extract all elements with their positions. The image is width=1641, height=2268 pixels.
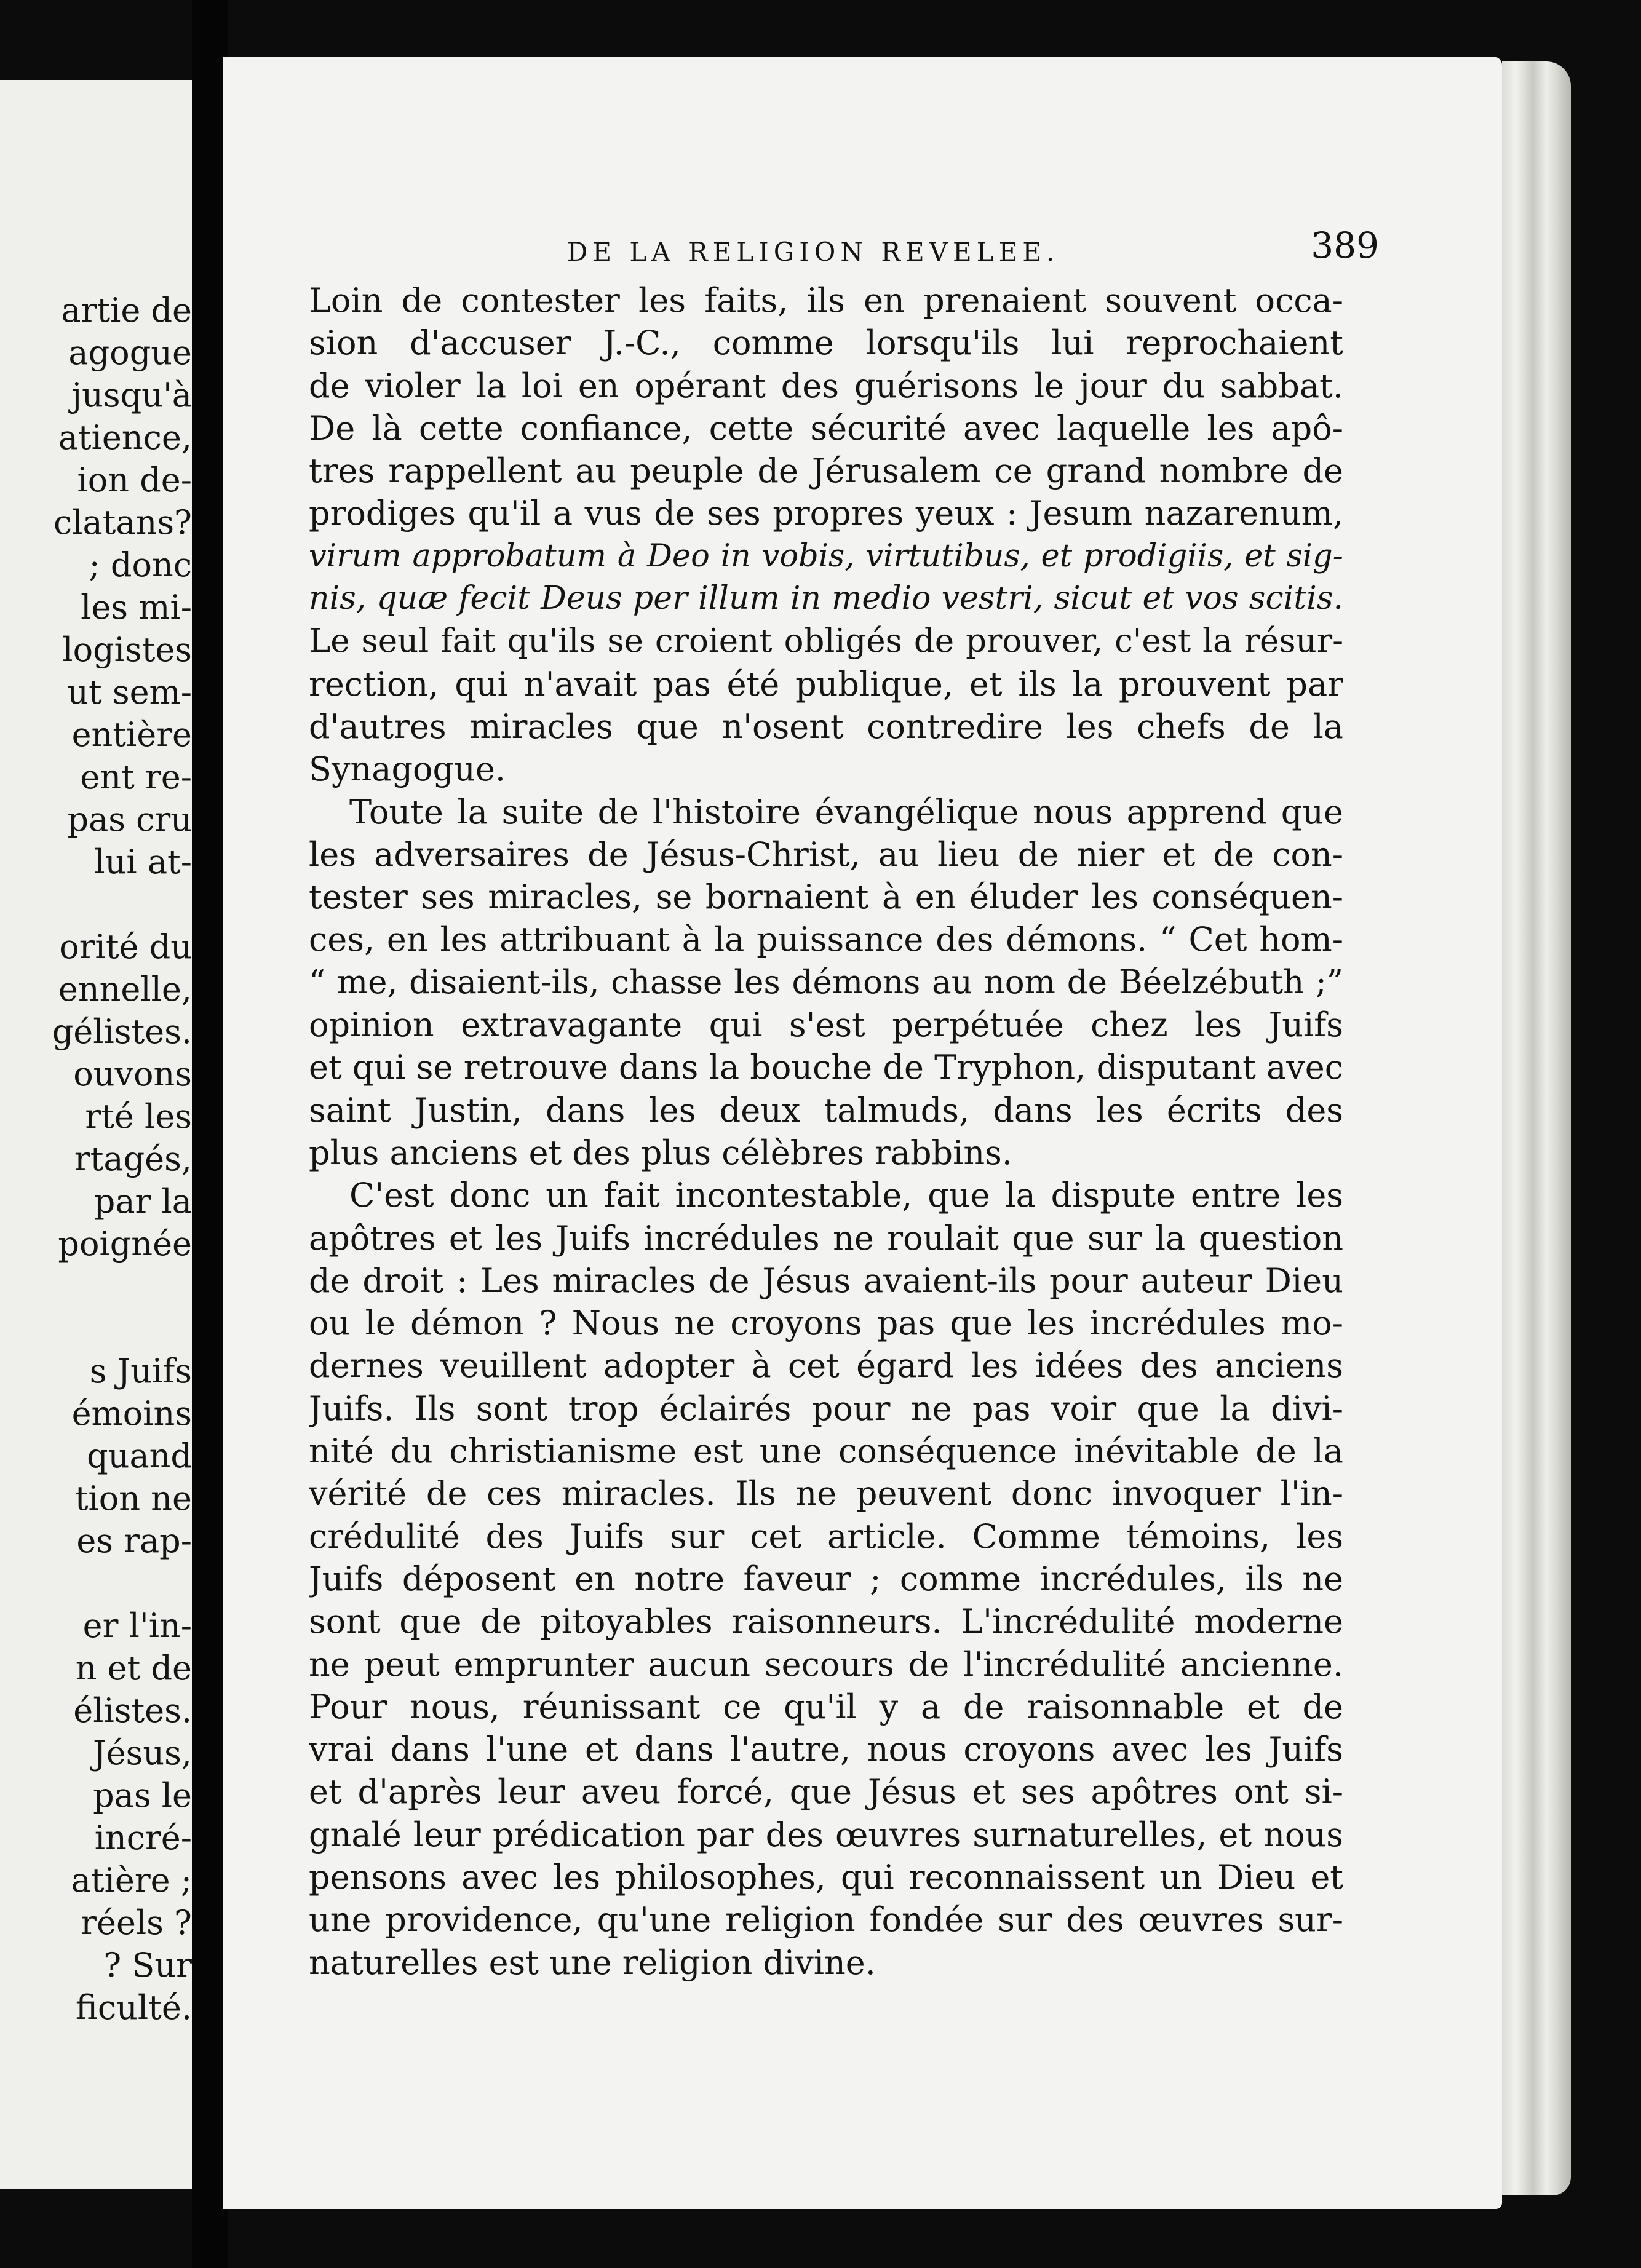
left-text-line: incré-	[94, 1818, 192, 1857]
left-text-line: rtagés,	[74, 1140, 192, 1178]
left-text-line: atience,	[58, 418, 192, 457]
text-line: ces, en les attribuant à la puissance des démons. “ Cet hom-	[309, 920, 1343, 959]
text-line: vrai dans l'une et dans l'autre, nous croyons avec les Juifs	[309, 1730, 1343, 1769]
page-number: 389	[1311, 224, 1379, 266]
left-text-line: gélistes.	[52, 1012, 192, 1051]
left-text-line: ouvons	[73, 1055, 192, 1093]
left-text-line: er l'in-	[82, 1606, 192, 1645]
left-text-line: rté les	[85, 1097, 192, 1136]
text-line: naturelles est une religion divine.	[309, 1943, 876, 1982]
left-text-line: atière ;	[71, 1861, 192, 1900]
text-line: crédulité des Juifs sur cet article. Comme témoins, les	[309, 1517, 1343, 1556]
left-text-line: réels ?	[81, 1903, 192, 1942]
text-line: C'est donc un fait incontestable, que la dispute entre les	[349, 1176, 1343, 1215]
text-line: et qui se retrouve dans la bouche de Tryphon, disputant avec	[309, 1048, 1343, 1087]
left-text-line: ennelle,	[58, 970, 192, 1009]
page-edges	[1502, 61, 1571, 2195]
left-text-line: agogue	[68, 333, 192, 372]
left-text-line: Jésus,	[93, 1734, 192, 1772]
text-line: ne peut emprunter aucun secours de l'incrédulité ancienne.	[309, 1644, 1343, 1684]
text-line: saint Justin, dans les deux talmuds, dans les écrits des	[309, 1090, 1343, 1130]
left-text-line: élistes.	[73, 1691, 192, 1730]
text-line: prodiges qu'il a vus de ses propres yeux : Jesum nazarenum,	[309, 494, 1343, 533]
left-text-line	[7, 883, 192, 926]
left-text-line: par la	[93, 1182, 192, 1221]
text-line: vérité de ces miracles. Ils ne peuvent donc invoquer l'in-	[309, 1474, 1343, 1513]
text-line: Loin de contester les faits, ils en prenaient souvent occa-	[309, 281, 1343, 320]
text-line: Juifs déposent en notre faveur ; comme incrédules, ils ne	[309, 1559, 1343, 1598]
left-page-text	[7, 289, 192, 2029]
running-head: DE LA RELIGION REVELEE.	[566, 237, 1060, 267]
left-text-line: ; donc	[89, 545, 192, 584]
text-line: tres rappellent au peuple de Jérusalem ce grand nombre de	[309, 451, 1343, 491]
text-line: virum approbatum à Deo in vobis, virtutibus, et prodigiis, et sig-	[309, 537, 1343, 574]
text-line: sont que de pitoyables raisonneurs. L'incrédulité moderne	[309, 1602, 1343, 1641]
text-line: d'autres miracles que n'osent contredire les chefs de la	[309, 707, 1343, 746]
left-text-line: s Juifs	[89, 1352, 192, 1390]
text-line: une providence, qu'une religion fondée sur des œuvres sur-	[309, 1900, 1343, 1940]
left-text-line: n et de	[75, 1649, 192, 1687]
text-line: rection, qui n'avait pas été publique, et ils la prouvent par	[309, 664, 1343, 704]
text-line: dernes veuillent adopter à cet égard les idées des anciens	[309, 1346, 1343, 1386]
text-line: ou le démon ? Nous ne croyons pas que les incrédules mo-	[309, 1304, 1343, 1343]
left-text-line: artie de	[61, 291, 192, 330]
left-text-line: clatans?	[53, 503, 192, 542]
left-text-line: tion ne	[74, 1479, 192, 1518]
text-line: nis, quæ fecit Deus per illum in medio vestri, sicut et vos scitis.	[309, 580, 1343, 617]
left-text-line: entière	[71, 715, 192, 754]
left-text-line: poignée	[58, 1224, 192, 1263]
left-text-line: émoins	[71, 1394, 192, 1433]
text-line: de droit : Les miracles de Jésus avaient-ils pour auteur Dieu	[309, 1261, 1343, 1300]
text-line: Juifs. Ils sont trop éclairés pour ne pas voir que la divi-	[309, 1389, 1343, 1428]
left-text-line: ent re-	[80, 758, 192, 796]
left-text-line: lui at-	[94, 843, 192, 881]
text-line: De là cette confiance, cette sécurité avec laquelle les apô-	[309, 408, 1343, 448]
left-text-line	[7, 1265, 192, 1307]
text-line: sion d'accuser J.-C., comme lorsqu'ils lui reprochaient	[309, 323, 1343, 363]
text-line: plus anciens et des plus célèbres rabbins.	[309, 1133, 1013, 1172]
left-text-line	[7, 1562, 192, 1604]
text-line: de violer la loi en opérant des guérisons le jour du sabbat.	[309, 366, 1343, 405]
text-line: tester ses miracles, se bornaient à en éluder les conséquen-	[309, 878, 1343, 917]
text-line: nité du christianisme est une conséquence inévitable de la	[309, 1432, 1343, 1471]
text-line: opinion extravagante qui s'est perpétuée chez les Juifs	[309, 1005, 1343, 1045]
left-text-line: pas cru	[67, 800, 192, 839]
text-line: apôtres et les Juifs incrédules ne roulait que sur la question	[309, 1218, 1343, 1258]
left-text-line: ut sem-	[67, 673, 192, 712]
text-line: Synagogue.	[309, 750, 506, 789]
left-page-fragment	[0, 80, 192, 2189]
text-line: les adversaires de Jésus-Christ, au lieu de nier et de con-	[309, 835, 1343, 874]
left-text-line: es rap-	[76, 1521, 192, 1560]
left-text-line: ? Sur	[103, 1946, 192, 1984]
text-line: Pour nous, réunissant ce qu'il y a de raisonnable et de	[309, 1687, 1343, 1726]
left-text-line: ficulté.	[75, 1988, 192, 2027]
text-line: et d'après leur aveu forcé, que Jésus et ses apôtres ont si-	[309, 1772, 1343, 1812]
left-text-line: quand	[87, 1437, 192, 1475]
main-page	[223, 57, 1502, 2209]
text-line: pensons avec les philosophes, qui reconnaissent un Dieu et	[309, 1857, 1343, 1897]
left-text-line	[7, 1307, 192, 1350]
body-text	[309, 279, 1343, 1984]
text-line: Toute la suite de l'histoire évangélique nous apprend que	[349, 792, 1343, 831]
left-text-line: logistes	[62, 630, 192, 669]
left-text-line: pas le	[93, 1776, 192, 1815]
text-line: “ me, disaient-ils, chasse les démons au nom de Béelzébuth ;”	[309, 963, 1343, 1001]
left-text-line: orité du	[59, 927, 192, 966]
left-text-line: ion de-	[77, 461, 192, 499]
text-line: Le seul fait qu'ils se croient obligés de prouver, c'est la résur-	[309, 622, 1343, 660]
left-text-line: les mi-	[81, 588, 192, 627]
text-line: gnalé leur prédication par des œuvres surnaturelles, et nous	[309, 1815, 1343, 1854]
left-text-line: jusqu'à	[71, 376, 192, 414]
